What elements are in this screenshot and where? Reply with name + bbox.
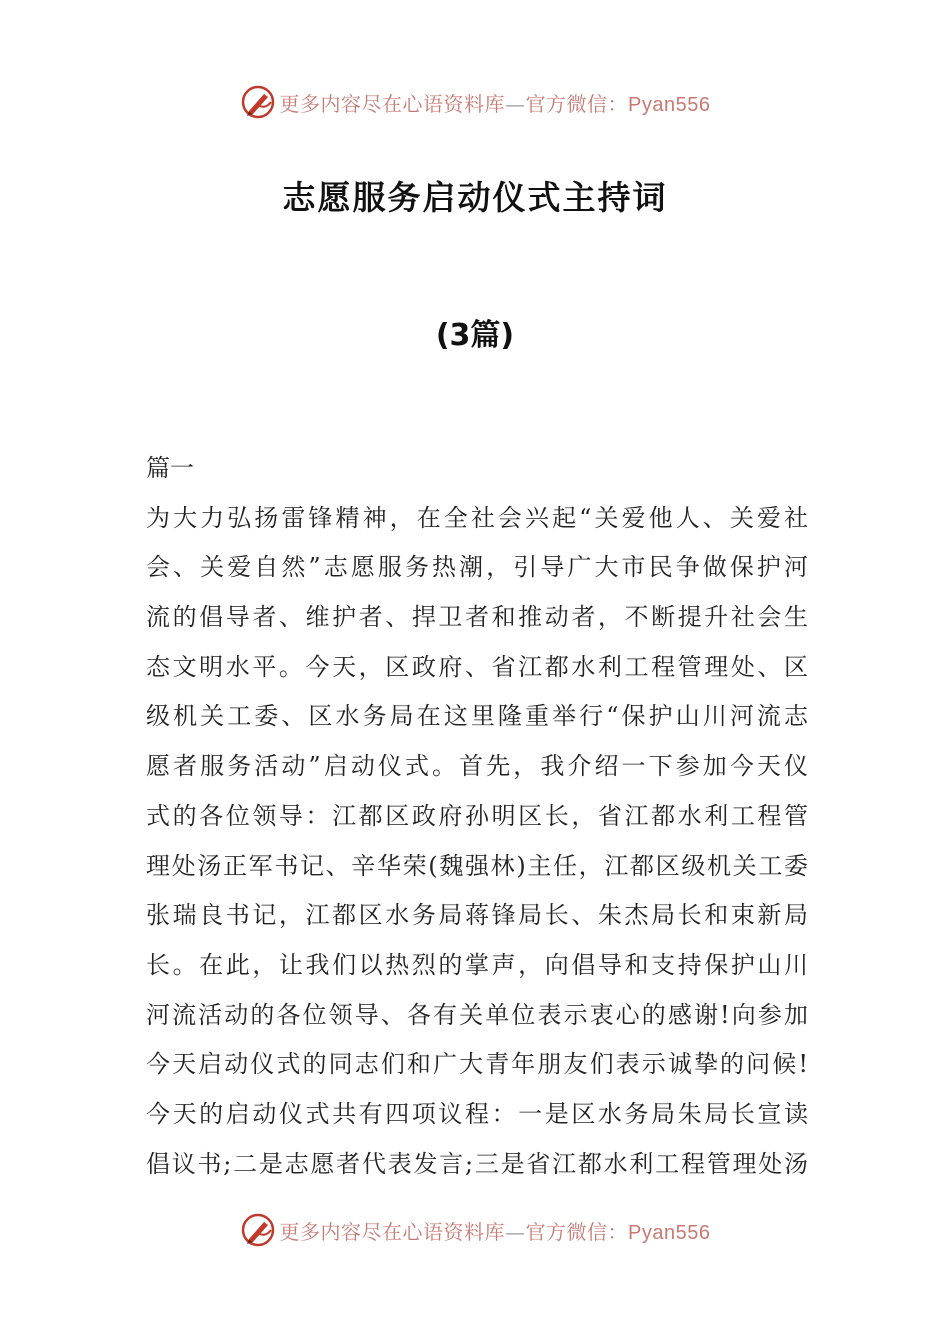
body-line: 态文明水平。今天，区政府、省江都水利工程管理处、区 (146, 652, 808, 681)
body-line: 流的倡导者、维护者、捍卫者和推动者，不断提升社会生 (146, 603, 808, 632)
footer-watermark-banner (0, 1210, 950, 1250)
header-watermark-banner (0, 82, 950, 122)
body-line: 愿者服务活动”启动仪式。首先，我介绍一下参加今天仪 (146, 752, 808, 781)
body-line: 级机关工委、区水务局在这里隆重举行“保护山川河流志 (146, 702, 808, 731)
body-line: 会、关爱自然”志愿服务热潮，引导广大市民争做保护河 (146, 553, 808, 582)
body-line: 倡议书;二是志愿者代表发言;三是省江都水利工程管理处汤 (146, 1149, 808, 1178)
body-line: 式的各位领导：江都区政府孙明区长，省江都水利工程管 (146, 801, 808, 830)
document-title: 志愿服务启动仪式主持词 (282, 178, 668, 217)
body-line: 理处汤正军书记、辛华荣(魏强林)主任，江都区级机关工委 (146, 851, 808, 880)
body-line: 为大力弘扬雷锋精神，在全社会兴起“关爱他人、关爱社 (146, 503, 808, 532)
body-line: 今天的启动仪式共有四项议程：一是区水务局朱局长宣读 (146, 1099, 808, 1128)
body-line: 今天启动仪式的同志们和广大青年朋友们表示诚挚的问候! (146, 1050, 808, 1079)
document-subtitle: (3篇) (435, 318, 515, 353)
body-line: 长。在此，让我们以热烈的掌声，向倡导和支持保护山川 (146, 950, 808, 979)
body-line: 河流活动的各位领导、各有关单位表示衷心的感谢!向参加 (146, 1000, 808, 1029)
pen-logo-icon (240, 84, 276, 120)
pen-logo-icon (240, 1212, 276, 1248)
section-heading: 篇一 (146, 454, 194, 482)
banner-text: 更多内容尽在心语资料库—官方微信：Pyan556 (279, 91, 711, 116)
document-body (146, 444, 808, 1189)
body-line: 张瑞良书记，江都区水务局蒋锋局长、朱杰局长和束新局 (146, 901, 808, 930)
banner-text: 更多内容尽在心语资料库—官方微信：Pyan556 (279, 1219, 711, 1244)
